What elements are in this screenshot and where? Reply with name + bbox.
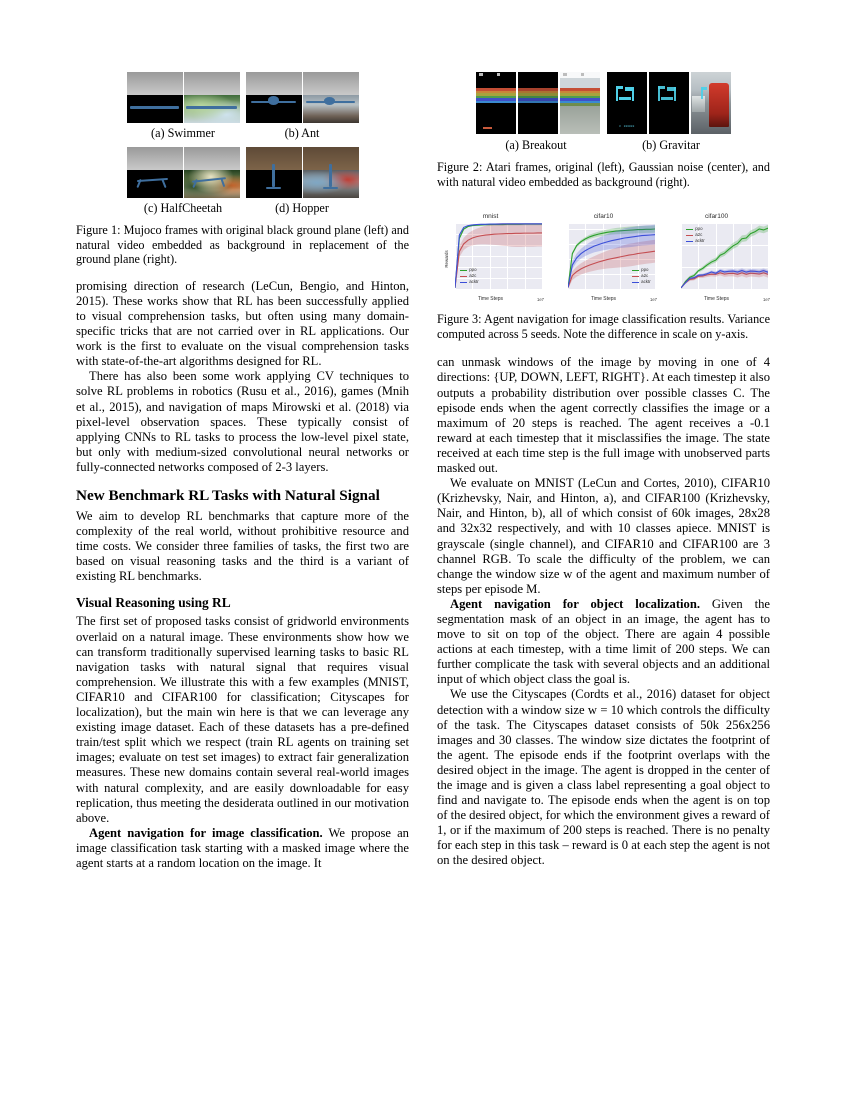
- figure-1: [76, 72, 409, 267]
- left-paragraph-1: promising direction of research (LeCun, Bengio, and Hinton, 2015). These works show that RL has been successfully applied to visual comprehension tasks, but often using many domain-specific tricks that are not carried over in RL applications. Our work is the first to evaluate on the visual comprehension tasks with state-of-the-art algorithms designed for RL.: [76, 278, 409, 369]
- figure-2-row: [437, 72, 770, 134]
- swimmer-natural-video-frame: [184, 72, 240, 123]
- legend-label: ppo: [641, 267, 649, 273]
- figure-1-label-b: (b) Ant: [284, 126, 320, 140]
- left-column: [76, 72, 409, 871]
- figure-1-row-2-labels: [76, 201, 409, 216]
- section-heading-new-benchmark: New Benchmark RL Tasks with Natural Signal: [76, 487, 380, 504]
- legend-item-acktr: [632, 279, 651, 285]
- right-runin-paragraph: [437, 597, 770, 688]
- right-last-paragraph: We use the Cityscapes (Cordts et al., 2016) dataset for object detection with a window size w = 10 which controls the difficulty of the task. The Cityscapes dataset consists of 50k 256x256 images and 30 classes. The window size dictates the footprint of the agent. The episode ends if the footprint overlaps with the desired object in the image. The agent is dropped in the center of the image and is given a class label representing a goal object to find and navigate to. The episode ends when the agent is on top of the desired object, for which the environment gives a reward of 1, or if the maximum of 200 steps is reached. There is no penalty for each step in this task – reward is 0 at each step the agent is not on the desired object.: [437, 687, 770, 868]
- runin-text-image-classification: We propose an image classification task starting with a masked image where the agent starts at a random location on the image. It: [76, 825, 409, 870]
- figure-1-label-c: (c) HalfCheetah: [143, 201, 223, 215]
- gravitar-natural-video-frame: [691, 72, 731, 134]
- legend-label: a2c: [641, 273, 649, 279]
- right-paragraph-2: We evaluate on MNIST (LeCun and Cortes, 2010), CIFAR10 (Krizhevsky, Nair, and Hinton, a), and CIFAR100 (Krizhevsky, Nair, and Hinton, b), all of which consist of 60k images, 28x28 and 32x32 respectively, and with 10 classes apiece. MNIST is grayscale (single channel), and CIFAR10 and CIFAR100 are 3 channel RGB. To scale the difficulty of the problem, we can change the window size w of the agent and maximum number of steps per episode M.: [437, 476, 770, 596]
- legend-label: ppo: [469, 267, 477, 273]
- legend-label: acktr: [695, 238, 705, 244]
- x-axis-exponent: 1e7: [537, 297, 544, 303]
- runin-label-object-localization: Agent navigation for object localization.: [450, 596, 700, 611]
- section-paragraph: We aim to develop RL benchmarks that capture more of the complexity of the real world, without prohibitive resource and time costs. We consider three families of tasks, the first two are based on visual reasoning tasks and the third is a variant of existing RL benchmarks.: [76, 509, 409, 584]
- x-axis-label: Time Steps: [590, 296, 617, 303]
- figure-2: [437, 72, 770, 189]
- figure-2-caption: Figure 2: Atari frames, original (left), Gaussian noise (center), and with natural video embedded as background (right).: [437, 160, 770, 189]
- figure-2-sublabels: [437, 138, 770, 153]
- chart-title: cifar100: [704, 213, 729, 221]
- right-column: [437, 72, 770, 869]
- subsection-heading-visual-reasoning: Visual Reasoning using RL: [76, 595, 231, 611]
- legend-label: a2c: [695, 232, 703, 238]
- halfcheetah-pair: [127, 147, 240, 198]
- y-axis-label: Rewards: [444, 250, 450, 268]
- left-paragraph-2: There has also been some work applying CV techniques to solve RL problems in robotics (Rusu et al., 2016), games (Mnih et al., 2015), and navigation of maps Mirowski et al. (2018) via pixel-level observation spaces. These typically consist of applying CNNs to RL tasks to process the low-level pixel state, but only with medium-sized convolutional neural networks or fully-connected networks composed of 2-3 layers.: [76, 369, 409, 474]
- ant-natural-video-frame: [303, 72, 359, 123]
- figure-1-caption: Figure 1: Mujoco frames with original black ground plane (left) and natural video embedded as background in replacement of the ground plane (right).: [76, 223, 409, 267]
- runin-text-object-localization: Given the segmentation mask of an object in an image, the agent has to move to sit on top of the object. There are again 4 possible actions at each timestep, with a time limit of 200 steps. We can further complicate the task with several objects and an additional input of which object class the goal is.: [437, 596, 770, 687]
- legend-swatch: [460, 282, 467, 283]
- legend-swatch: [632, 270, 639, 271]
- figure-3-charts: [437, 213, 770, 305]
- right-paragraph-1: can unmask windows of the image by moving in one of 4 directions: {UP, DOWN, LEFT, RIGHT}. At each timestep it also outputs a probability distribution over possible classes C. The episode ends when the agent correctly classifies the image or a maximum of 20 steps is reached. The agent receives a -0.1 reward at each timestep that it misclassifies the image. The state received at each time step is the full image with unobserved parts masked out.: [437, 355, 770, 476]
- left-runin-paragraph: [76, 826, 409, 871]
- gravitar-group: [607, 72, 731, 134]
- chart-legend: [460, 267, 479, 285]
- gravitar-original-frame: [607, 72, 647, 134]
- chart-legend: [632, 267, 651, 285]
- gravitar-gaussian-noise-frame: [649, 72, 689, 134]
- halfcheetah-original-frame: [127, 147, 183, 198]
- hopper-pair: [246, 147, 359, 198]
- legend-swatch: [632, 276, 639, 277]
- legend-swatch: [460, 276, 467, 277]
- legend-swatch: [632, 282, 639, 283]
- chart-plot-area: [568, 223, 655, 289]
- x-axis-exponent: 1e7: [763, 297, 770, 303]
- chart-legend: [686, 226, 705, 244]
- x-axis-exponent: 1e7: [650, 297, 657, 303]
- figure-2-label-a: (a) Breakout: [505, 138, 567, 152]
- runin-label-image-classification: Agent navigation for image classification.: [89, 825, 323, 840]
- breakout-gaussian-noise-frame: [518, 72, 558, 134]
- legend-label: acktr: [641, 279, 651, 285]
- breakout-group: [476, 72, 600, 134]
- halfcheetah-natural-video-frame: [184, 147, 240, 198]
- swimmer-pair: [127, 72, 240, 123]
- figure-1-row-1-labels: [76, 126, 409, 141]
- chart-cifar10: [550, 213, 657, 305]
- legend-swatch: [686, 229, 693, 230]
- legend-item-acktr: [686, 238, 705, 244]
- chart-title: cifar10: [593, 213, 614, 221]
- figure-1-label-d: (d) Hopper: [275, 201, 329, 215]
- legend-label: acktr: [469, 279, 479, 285]
- chart-plot-area: [455, 223, 542, 289]
- figure-1-row-1: [76, 72, 409, 123]
- legend-swatch: [460, 270, 467, 271]
- figure-1-row-2: [76, 147, 409, 198]
- figure-3-caption: Figure 3: Agent navigation for image classification results. Variance computed across 5 seeds. Note the difference in scale on y-axis.: [437, 312, 770, 341]
- legend-label: a2c: [469, 273, 477, 279]
- ant-pair: [246, 72, 359, 123]
- legend-label: ppo: [695, 226, 703, 232]
- chart-plot-area: [681, 223, 768, 289]
- breakout-original-frame: [476, 72, 516, 134]
- x-axis-label: Time Steps: [703, 296, 730, 303]
- legend-item-acktr: [460, 279, 479, 285]
- chart-title: mnist: [482, 213, 499, 221]
- x-axis-label: Time Steps: [477, 296, 504, 303]
- swimmer-original-frame: [127, 72, 183, 123]
- figure-2-label-b: (b) Gravitar: [642, 138, 700, 152]
- legend-swatch: [686, 235, 693, 236]
- figure-1-label-a: (a) Swimmer: [151, 126, 215, 140]
- chart-cifar100: [663, 213, 770, 305]
- subsection-paragraph: The first set of proposed tasks consist of gridworld environments overlaid on a natural image. These environments show how we can transform traditionally supervised learning tasks to basic RL navigation tasks with natural signal that requires visual comprehension. We illustrate this with a few examples (MNIST, CIFAR10 and CIFAR100 for classification; Cityscapes for localization), but the main win here is that we can leverage any existing image dataset. Each of these datasets has a pre-defined train/test split which we respect (train RL agents on training set images; evaluate on test set images) to extract fair generalization measures. These new domains contain several real-world images with natural complexity, and are easily downloadable for easy replication, thus meeting the desiderata outlined in our motivation above.: [76, 614, 409, 825]
- legend-swatch: [686, 241, 693, 242]
- breakout-natural-video-frame: [560, 72, 600, 134]
- ant-original-frame: [246, 72, 302, 123]
- hopper-original-frame: [246, 147, 302, 198]
- gravitar-score: C 00000: [619, 124, 635, 128]
- chart-mnist: [437, 213, 544, 305]
- figure-3: [437, 213, 770, 341]
- hopper-natural-video-frame: [303, 147, 359, 198]
